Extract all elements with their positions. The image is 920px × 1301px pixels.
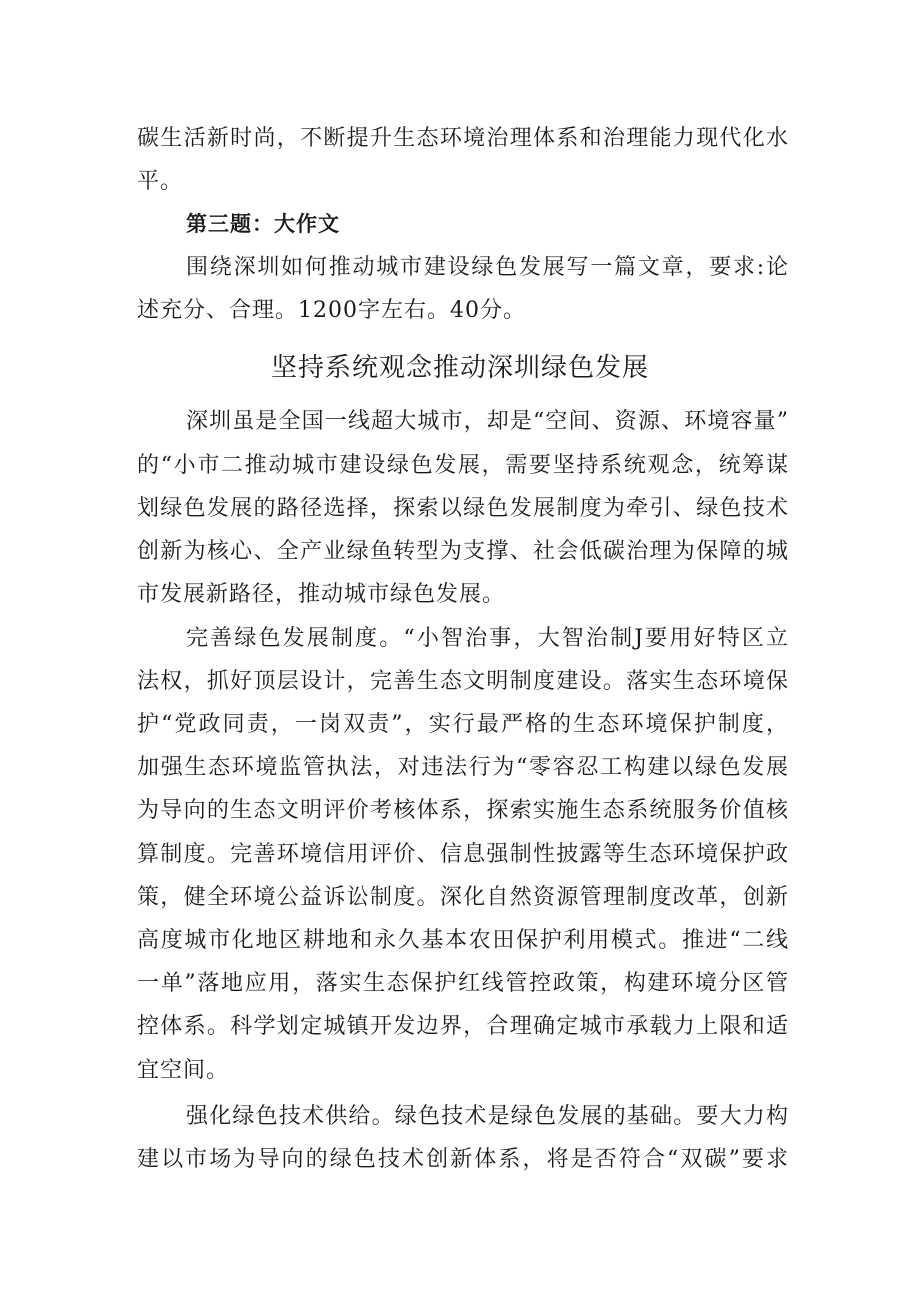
para2-line-7: 策，健全环境公益诉讼制度。深化自然资源管理制度改革，创新 bbox=[137, 885, 789, 910]
para1-line-1: 深圳虽是全国一线超大城市，却是“空间、资源、环境容量” bbox=[186, 409, 789, 434]
para3-line-2: 建以市场为导向的绿色技术创新体系，将是否符合“双碳”要求 bbox=[137, 1147, 789, 1172]
para2-line-9: 一单”落地应用，落实生态保护红线管控政策，构建环境分区管 bbox=[137, 971, 789, 996]
para2-line-1: 完善绿色发展制度。“小智治事，大智治制J要用好特区立 bbox=[186, 626, 789, 651]
intro-line-1: 碳生活新时尚，不断提升生态环境治理体系和治理能力现代化水 bbox=[137, 126, 789, 151]
para2-line-10: 控体系。科学划定城镇开发边界，合理确定城市承载力上限和适 bbox=[137, 1014, 789, 1039]
para2-line-3: 护“党政同责，一岗双责”，实行最严格的生态环境保护制度， bbox=[137, 712, 789, 737]
intro-line-2: 平。 bbox=[137, 169, 184, 194]
para1-line-2: 的“小市二推动城市建设绿色发展，需要坚持系统观念，统筹谋 bbox=[137, 453, 789, 478]
question-line-1: 围绕深圳如何推动城市建设绿色发展写一篇文章，要求:论 bbox=[186, 255, 789, 280]
para1-line-3: 划绿色发展的路径选择，探索以绿色发展制度为牵引、绿色技术 bbox=[137, 496, 789, 521]
para1-line-5: 市发展新路径，推动城市绿色发展。 bbox=[137, 582, 506, 607]
para2-line-11: 宜空间。 bbox=[137, 1058, 230, 1083]
para2-line-8: 高度城市化地区耕地和永久基本农田保护利用模式。推进“二线 bbox=[137, 928, 789, 953]
para3-line-1: 强化绿色技术供给。绿色技术是绿色发展的基础。要大力构 bbox=[186, 1104, 789, 1129]
para2-line-2: 法权，抓好顶层设计，完善生态文明制度建设。落实生态环境保 bbox=[137, 669, 789, 694]
para2-line-6: 算制度。完善环境信用评价、信息强制性披露等生态环境保护政 bbox=[137, 842, 789, 867]
para2-line-4: 加强生态环境监管执法，对违法行为“零容忍工构建以绿色发展 bbox=[137, 755, 789, 780]
para2-line-5: 为导向的生态文明评价考核体系，探索实施生态系统服务价值核 bbox=[137, 798, 789, 823]
essay-title: 坚持系统观念推动深圳绿色发展 bbox=[270, 353, 649, 383]
question-line-2: 述充分、合理。1200字左右。40分。 bbox=[137, 298, 526, 323]
para1-line-4: 创新为核心、全产业绿鱼转型为支撑、社会低碳治理为保障的城 bbox=[137, 539, 789, 564]
question-heading: 第三题：大作文 bbox=[186, 212, 340, 236]
